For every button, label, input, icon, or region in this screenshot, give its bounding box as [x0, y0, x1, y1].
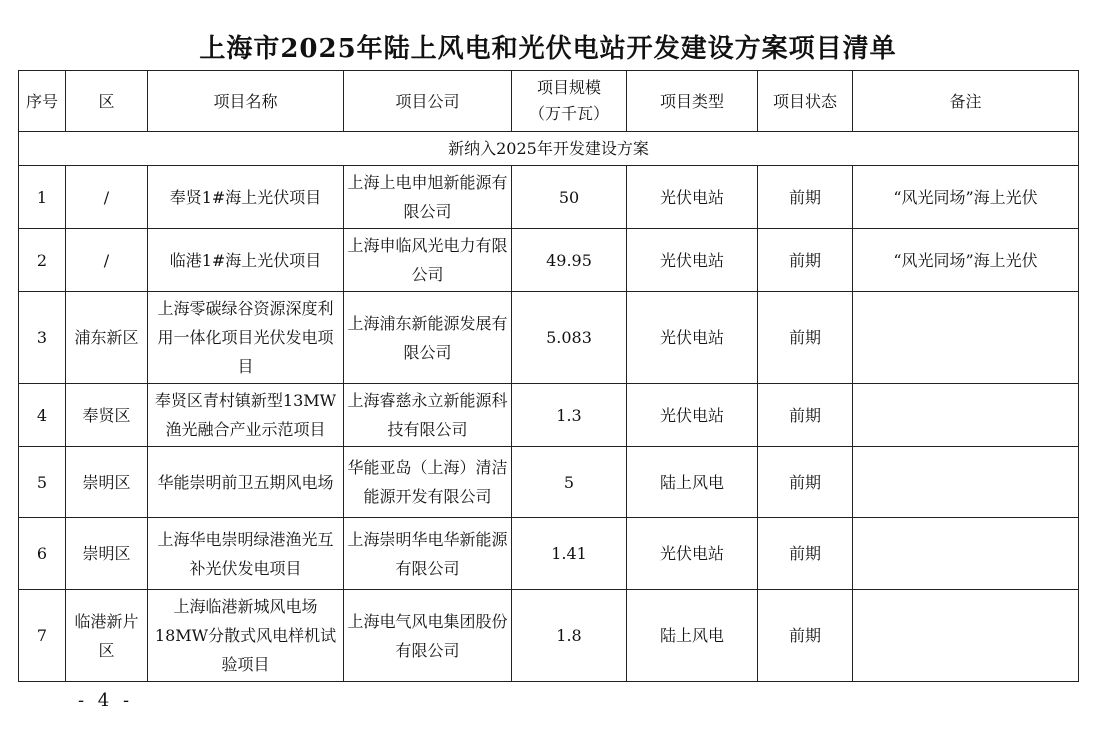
cell-status: 前期 [758, 518, 853, 590]
cell-company: 上海崇明华电华新能源有限公司 [344, 518, 512, 590]
table-header-row [19, 71, 1079, 132]
cell-remark: “风光同场”海上光伏 [853, 229, 1079, 292]
cell-scale: 1.8 [512, 590, 627, 682]
cell-company: 上海浦东新能源发展有限公司 [344, 292, 512, 384]
cell-scale: 1.3 [512, 384, 627, 447]
cell-remark [853, 447, 1079, 518]
cell-seq: 4 [19, 384, 66, 447]
cell-district: 奉贤区 [66, 384, 148, 447]
cell-status: 前期 [758, 447, 853, 518]
section-title: 新纳入2025年开发建设方案 [19, 132, 1079, 166]
cell-scale: 1.41 [512, 518, 627, 590]
header-remark: 备注 [853, 71, 1079, 132]
cell-scale: 5.083 [512, 292, 627, 384]
cell-status: 前期 [758, 384, 853, 447]
table-row [19, 292, 1079, 384]
cell-name: 奉贤1#海上光伏项目 [148, 166, 344, 229]
cell-district: 浦东新区 [66, 292, 148, 384]
cell-seq: 6 [19, 518, 66, 590]
cell-name: 华能崇明前卫五期风电场 [148, 447, 344, 518]
cell-status: 前期 [758, 166, 853, 229]
cell-district: / [66, 166, 148, 229]
cell-type: 光伏电站 [627, 229, 758, 292]
cell-remark: “风光同场”海上光伏 [853, 166, 1079, 229]
header-name: 项目名称 [148, 71, 344, 132]
cell-type: 光伏电站 [627, 166, 758, 229]
cell-company: 上海申临风光电力有限公司 [344, 229, 512, 292]
cell-name: 上海零碳绿谷资源深度利用一体化项目光伏发电项目 [148, 292, 344, 384]
cell-remark [853, 292, 1079, 384]
table-row [19, 384, 1079, 447]
cell-seq: 1 [19, 166, 66, 229]
cell-type: 光伏电站 [627, 384, 758, 447]
cell-remark [853, 518, 1079, 590]
cell-remark [853, 384, 1079, 447]
header-scale-line1: 项目规模 [536, 78, 601, 97]
cell-status: 前期 [758, 590, 853, 682]
cell-company: 上海电气风电集团股份有限公司 [344, 590, 512, 682]
header-scale-line2: （万千瓦） [528, 104, 609, 123]
cell-name: 上海华电崇明绿港渔光互补光伏发电项目 [148, 518, 344, 590]
header-scale [512, 71, 627, 132]
cell-district: 临港新片区 [66, 590, 148, 682]
document-title: 上海市2025年陆上风电和光伏电站开发建设方案项目清单 [199, 34, 897, 64]
table-row [19, 166, 1079, 229]
project-table [18, 70, 1079, 682]
table-row [19, 229, 1079, 292]
cell-remark [853, 590, 1079, 682]
cell-name: 临港1#海上光伏项目 [148, 229, 344, 292]
header-company: 项目公司 [344, 71, 512, 132]
section-row [19, 132, 1079, 166]
cell-name: 上海临港新城风电场18MW分散式风电样机试验项目 [148, 590, 344, 682]
table-row [19, 590, 1079, 682]
cell-scale: 49.95 [512, 229, 627, 292]
header-status: 项目状态 [758, 71, 853, 132]
cell-scale: 50 [512, 166, 627, 229]
cell-district: / [66, 229, 148, 292]
cell-company: 华能亚岛（上海）清洁能源开发有限公司 [344, 447, 512, 518]
cell-type: 光伏电站 [627, 292, 758, 384]
header-type: 项目类型 [627, 71, 758, 132]
cell-type: 陆上风电 [627, 590, 758, 682]
cell-name: 奉贤区青村镇新型13MW渔光融合产业示范项目 [148, 384, 344, 447]
cell-seq: 2 [19, 229, 66, 292]
cell-seq: 5 [19, 447, 66, 518]
cell-district: 崇明区 [66, 447, 148, 518]
table-row [19, 518, 1079, 590]
header-district: 区 [66, 71, 148, 132]
cell-seq: 7 [19, 590, 66, 682]
cell-company: 上海睿慈永立新能源科技有限公司 [344, 384, 512, 447]
cell-seq: 3 [19, 292, 66, 384]
cell-status: 前期 [758, 229, 853, 292]
cell-scale: 5 [512, 447, 627, 518]
table-row [19, 447, 1079, 518]
cell-status: 前期 [758, 292, 853, 384]
header-seq: 序号 [19, 71, 66, 132]
cell-district: 崇明区 [66, 518, 148, 590]
cell-company: 上海上电申旭新能源有限公司 [344, 166, 512, 229]
cell-type: 陆上风电 [627, 447, 758, 518]
page-number: - 4 - [78, 690, 134, 711]
cell-type: 光伏电站 [627, 518, 758, 590]
